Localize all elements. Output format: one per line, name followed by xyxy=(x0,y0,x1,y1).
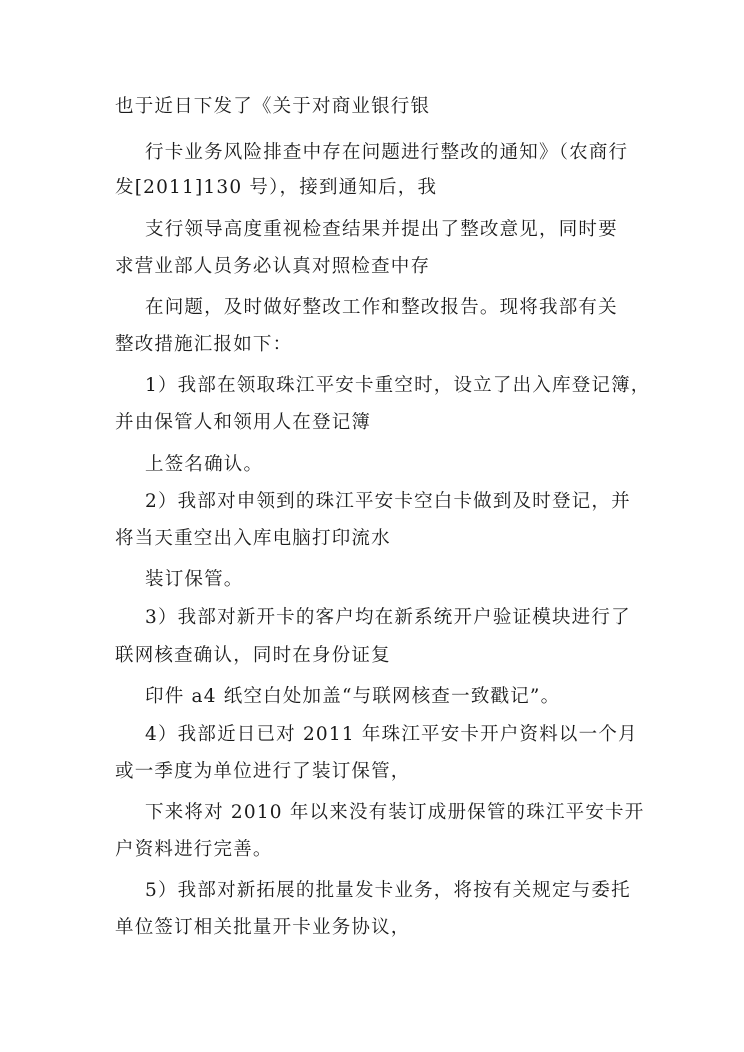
text-line: 下来将对 2010 年以来没有装订成册保管的珠江平安卡开 xyxy=(145,802,645,823)
text-line: 并由保管人和领用人在登记簿 xyxy=(115,412,372,433)
text-line: 上签名确认。 xyxy=(145,454,264,475)
text-line: 整改措施汇报如下： xyxy=(115,334,293,355)
text-line: 装订保管。 xyxy=(145,569,244,590)
text-line: 在问题，及时做好整改工作和整改报告。现将我部有关 xyxy=(145,297,618,318)
text-line: 1）我部在领取珠江平安卡重空时，设立了出入库登记簿， xyxy=(145,375,651,396)
text-line: 也于近日下发了《关于对商业银行银 xyxy=(115,96,431,117)
text-line: 行卡业务风险排查中存在问题进行整改的通知》（农商行 xyxy=(145,142,629,163)
text-line: 印件 a4 纸空白处加盖“与联网核查一致戳记”。 xyxy=(145,686,561,707)
text-line: 单位签订相关批量开卡业务协议， xyxy=(115,917,411,938)
text-line: 求营业部人员务必认真对照检查中存 xyxy=(115,256,431,277)
text-line: 联网核查确认，同时在身份证复 xyxy=(115,645,391,666)
text-line: 户资料进行完善。 xyxy=(115,839,273,860)
text-line: 4）我部近日已对 2011 年珠江平安卡开户资料以一个月 xyxy=(145,724,638,745)
text-line: 5）我部对新拓展的批量发卡业务，将按有关规定与委托 xyxy=(145,880,631,901)
text-line: 发[2011]130 号），接到通知后，我 xyxy=(115,177,438,198)
text-line: 或一季度为单位进行了装订保管， xyxy=(115,761,411,782)
text-line: 将当天重空出入库电脑打印流水 xyxy=(115,528,391,549)
text-line: 2）我部对申领到的珠江平安卡空白卡做到及时登记，并 xyxy=(145,491,631,512)
text-line: 支行领导高度重视检查结果并提出了整改意见，同时要 xyxy=(145,219,618,240)
text-line: 3）我部对新开卡的客户均在新系统开户验证模块进行了 xyxy=(145,607,631,628)
